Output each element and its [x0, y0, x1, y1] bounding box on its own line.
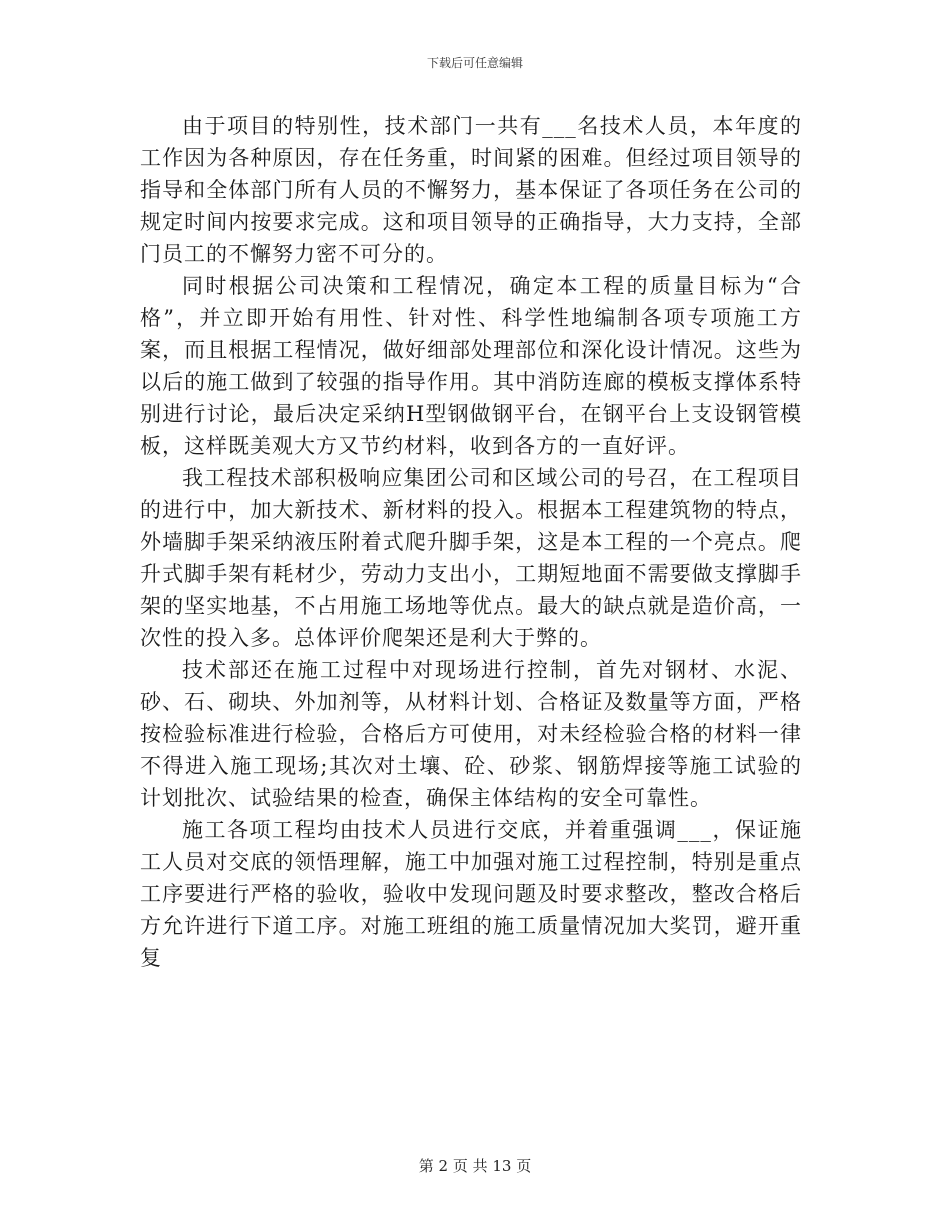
- paragraph-1: 由于项目的特别性，技术部门一共有___名技术人员，本年度的工作因为各种原因，存在任务重，时间紧的困难。但经过项目领导的指导和全体部门所有人员的不懈努力，基本保证了各项任务在公司的规定时间内按要求完成。这和项目领导的正确指导，大力支持，全部门员工的不懈努力密不可分的。: [140, 114, 802, 266]
- page-header-note: 下载后可任意编辑: [426, 56, 523, 70]
- document-body: [140, 110, 802, 974]
- paragraph-3: 我工程技术部积极响应集团公司和区域公司的号召，在工程项目的进行中，加大新技术、新材料的投入。根据本工程建筑物的特点，外墙脚手架采纳液压附着式爬升脚手架，这是本工程的一个亮点。爬升式脚手架有耗材少，劳动力支出小，工期短地面不需要做支撑脚手架的坚实地基，不占用施工场地等优点。最大的缺点就是造价高，一次性的投入多。总体评价爬架还是利大于弊的。: [140, 466, 802, 650]
- page-number-footer: 第 2 页 共 13 页: [418, 1157, 532, 1175]
- paragraph-4: 技术部还在施工过程中对现场进行控制，首先对钢材、水泥、砂、石、砌块、外加剂等，从材料计划、合格证及数量等方面，严格按检验标准进行检验，合格后方可使用，对未经检验合格的材料一律不得进入施工现场;其次对土壤、砼、砂浆、钢筋焊接等施工试验的计划批次、试验结果的检查，确保主体结构的安全可靠性。: [140, 658, 802, 810]
- paragraph-2: 同时根据公司决策和工程情况，确定本工程的质量目标为“合格”，并立即开始有用性、针对性、科学性地编制各项专项施工方案，而且根据工程情况，做好细部处理部位和深化设计情况。这些为以后的施工做到了较强的指导作用。其中消防连廊的模板支撑体系特别进行讨论，最后决定采纳H型钢做钢平台，在钢平台上支设钢管模板，这样既美观大方又节约材料，收到各方的一直好评。: [140, 274, 802, 458]
- paragraph-5: 施工各项工程均由技术人员进行交底，并着重强调___，保证施工人员对交底的领悟理解，施工中加强对施工过程控制，特别是重点工序要进行严格的验收，验收中发现问题及时要求整改，整改合格后方允许进行下道工序。对施工班组的施工质量情况加大奖罚，避开重复: [140, 818, 802, 970]
